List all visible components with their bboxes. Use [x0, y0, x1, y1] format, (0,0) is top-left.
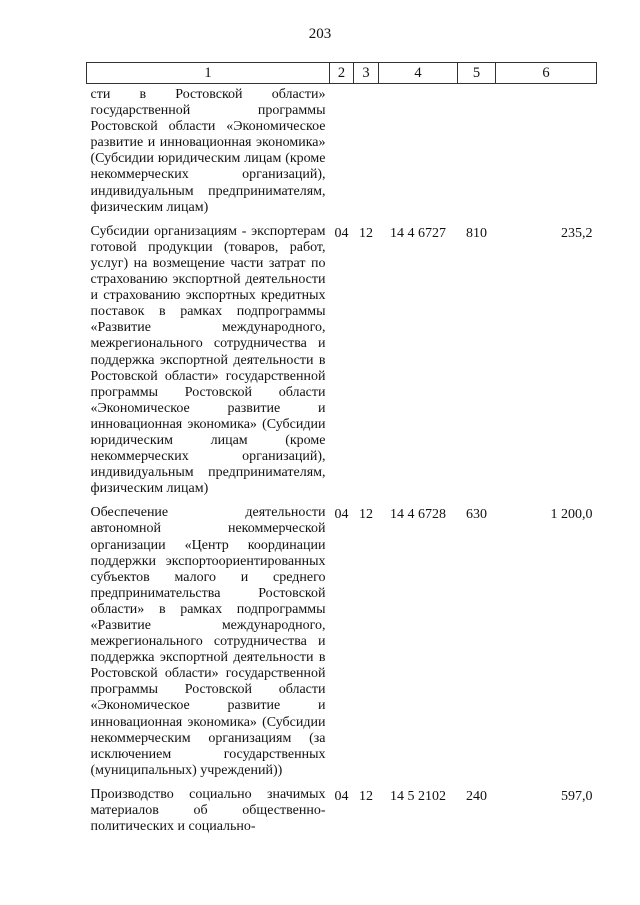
table-header-row: [87, 63, 597, 84]
row-description: Субсидии организациям - экспортерам готовой продукции (товаров, работ, услуг) на возмещение части затрат по страхованию экспортной деятельности и страхованию экспортных кредитных поставок в рамках подпрограммы «Развитие международного, межрегионального сотрудничества и поддержка экспортной деятельности в Ростовской области» государственной программы Ростовской области «Экономическое развитие и инновационная экономика» (Субсидии юридическим лицам (кроме некоммерческих организаций), индивидуальным предпринимателям, физическим лицам): [90, 223, 326, 497]
budget-table: [86, 62, 597, 843]
row-target-article: 14 5 2102: [390, 788, 446, 804]
row-target-article: [379, 84, 458, 224]
row-section: 04: [334, 788, 349, 804]
column-header-amount: 6: [496, 63, 597, 84]
row-expense-type: 240: [466, 788, 487, 804]
row-section: 04: [334, 507, 349, 523]
table-row: [87, 224, 597, 506]
row-amount: 597,0: [561, 788, 593, 804]
row-expense-type: 630: [466, 507, 487, 523]
column-header-target-article: 4: [379, 63, 458, 84]
row-subsection: 12: [359, 507, 373, 523]
row-section: 04: [334, 225, 349, 241]
row-description: Производство социально значимых материалов об общественно-политических и социально-: [90, 786, 326, 835]
row-expense-type: 810: [466, 225, 487, 241]
table-row: [87, 505, 597, 787]
column-header-expense-type: 5: [458, 63, 496, 84]
row-amount: 235,2: [561, 225, 593, 241]
column-header-section: 2: [330, 63, 354, 84]
row-description: сти в Ростовской области» государственной программы Ростовской области «Экономическое развитие и инновационная экономика» (Субсидии юридическим лицам (кроме некоммерческих организаций), индивидуальным предпринимателям, физическим лицам): [90, 87, 326, 215]
row-expense-type: [458, 84, 496, 224]
row-subsection: [354, 84, 379, 224]
table-row: [87, 84, 597, 224]
table-row: [87, 787, 597, 843]
row-description: Обеспечение деятельности автономной некоммерческой организации «Центр координации поддержки экспортоориентированных субъектов малого и среднего предпринимательства Ростовской области» в рамках подпрограммы «Развитие международного, межрегионального сотрудничества и поддержка экспортной деятельности в Ростовской области» государственной программы Ростовской области «Экономическое развитие и инновационная экономика» (Субсидии некоммерческим организациям (за исключением государственных (муниципальных) учреждений)): [90, 505, 326, 778]
row-section: [330, 84, 354, 224]
column-header-subsection: 3: [354, 63, 379, 84]
row-amount: 1 200,0: [550, 507, 593, 523]
row-subsection: 12: [359, 788, 373, 804]
row-target-article: 14 4 6728: [390, 507, 446, 523]
row-target-article: 14 4 6727: [390, 225, 446, 241]
page-number: 203: [308, 26, 332, 42]
column-header-description: 1: [87, 63, 330, 84]
row-subsection: 12: [359, 225, 373, 241]
row-amount: [496, 84, 597, 224]
